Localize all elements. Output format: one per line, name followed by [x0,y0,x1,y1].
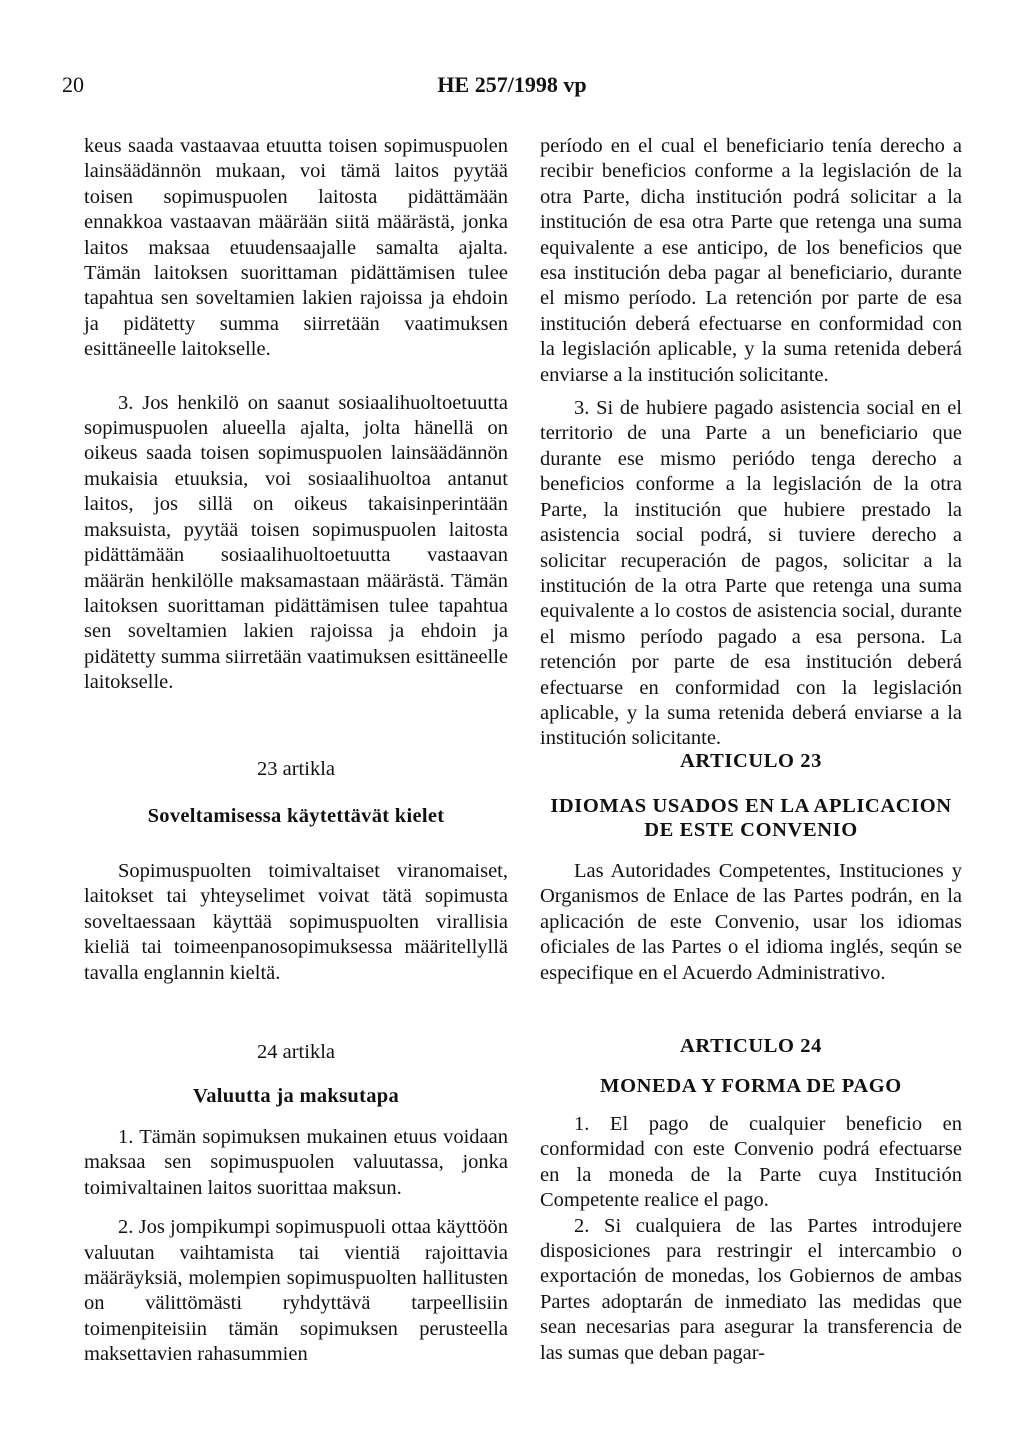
es-article-24-title: MONEDA Y FORMA DE PAGO [600,1075,902,1097]
es-article-23-title-line1: IDIOMAS USADOS EN LA APLICACION [550,795,952,817]
fi-article-23-heading: 23 artikla [257,758,335,780]
fi-article-24-heading: 24 artikla [257,1041,335,1063]
fi-article-23-paragraph: Sopimuspuolten toimivaltaiset viranomaiset, laitokset tai yhteyselimet voivat tätä sopimusta soveltaessaan käyttää sopimuspuolten virallisia kieliä tai toimeenpanosopimuksessa määritellyllä tavalla englannin kieltä. [84,860,508,984]
fi-paragraph-continued: keus saada vastaavaa etuutta toisen sopimuspuolen lainsäädännön mukaan, voi tämä laitos pyytää toisen sopimuspuolen laitosta pidättämään ennakkoa vastaavan määrään siitä määrästä, jonka laitos maksaa etuudensaajalle samalta ajalta. Tämän laitoksen suorittaman pidättämisen tulee tapahtua sen soveltamien lakien rajoissa ja ehdoin ja pidätetty summa siirretään vaatimuksen esittäneelle laitokselle. [84,135,508,361]
fi-article-23-title: Soveltamisessa käytettävät kielet [147,805,445,827]
es-article-24-heading: ARTICULO 24 [680,1035,822,1057]
page-header [0,72,1024,102]
running-title: HE 257/1998 vp [437,72,587,97]
es-article-24-paragraph-2: 2. Si cualquiera de las Partes introdujere disposiciones para restringir el intercambio o exportación de monedas, los Gobiernos de ambas Partes adoptarán de inmediato las medidas que sean necesarias para asegurar la transferencia de las sumas que deban pagar- [540,1214,962,1364]
fi-article-23-text [84,859,508,1000]
es-article-24-paragraph-1: 1. El pago de cualquier beneficio en conformidad con este Convenio podrá efectuarse en la moneda de la Parte cuya Institución Competente realice el pago. [540,1113,962,1212]
es-column-top [540,134,962,766]
es-article-24-text [540,1112,962,1380]
fi-article-24-paragraph-1: 1. Tämän sopimuksen mukainen etuus voidaan maksaa sen sopimuspuolen valuutassa, jonka toimivaltainen laitos suorittaa maksun. [84,1126,508,1199]
es-paragraph-continued: período en el cual el beneficiario tenía derecho a recibir beneficios conforme a la legislación de la otra Parte, dicha institución podrá solicitar a la institución de esa otra Parte que retenga una suma equivalente a ese anticipo, de los beneficios que esa institución deba pagar al beneficiario, durante el mismo período. La retención por parte de esa institución deberá efectuarse en conformidad con la legislación aplicable, y la suma retenida deberá enviarse a la institución solicitante. [540,135,962,386]
es-article-23-paragraph: Las Autoridades Competentes, Instituciones y Organismos de Enlace de las Partes podrán, en la aplicación de este Convenio, usar los idiomas oficiales de las Partes o el idioma inglés, seqún se especifique en el Acuerdo Administrativo. [540,860,962,984]
es-article-23-heading: ARTICULO 23 [680,750,822,772]
fi-column-top [84,134,508,710]
fi-article-24-paragraph-2: 2. Jos jompikumpi sopimuspuoli ottaa käyttöön valuutan vaihtamista tai vientiä rajoittavia määräyksiä, molempien sopimuspuolten hallitusten on välittömästi ryhdyttävä tarpeellisiin toimenpiteisiin tämän sopimuksen perusteella maksettavien rahasummien [84,1216,508,1366]
es-article-23-text [540,859,962,1000]
es-article-23-title-line2: DE ESTE CONVENIO [644,819,858,841]
fi-article-24-title: Valuutta ja maksutapa [192,1085,400,1107]
page-number: 20 [62,72,84,97]
fi-article-24-text [84,1125,508,1382]
fi-paragraph-3: 3. Jos henkilö on saanut sosiaalihuoltoetuutta sopimuspuolen alueella ajalta, jolta hänellä on oikeus saada toisen sopimuspuolen lainsäädännön mukaisia etuuksia, voi sosiaalihuoltoa antanut laitos, jos sillä on oikeus takaisinperintään maksuista, pyytää toisen sopimuspuolen laitosta pidättämään sosiaalihuoltoetuutta vastaavan määrän henkilölle maksamastaan määrästä. Tämän laitoksen suorittaman pidättämisen tulee tapahtua sen soveltamien lakien rajoissa ja ehdoin ja pidätetty summa siirretään vaatimuksen esittäneelle laitokselle. [84,391,508,694]
es-paragraph-3: 3. Si de hubiere pagado asistencia social en el territorio de una Parte a un beneficiario que durante ese mismo periódo tenga derecho a beneficios conforme a la legislación de la otra Parte, la institución que hubiere prestado la asistencia social podrá, si tuviere derecho a solicitar recuperación de pagos, solicitar a la institución de la otra Parte que retenga una suma equivalente a lo costos de asistencia social, durante el mismo período pagado a esa persona. La retención por parte de esa institución deberá efectuarse en conformidad con la legislación aplicable, y la suma retenida deberá enviarse a la institución solicitante. [540,397,962,750]
